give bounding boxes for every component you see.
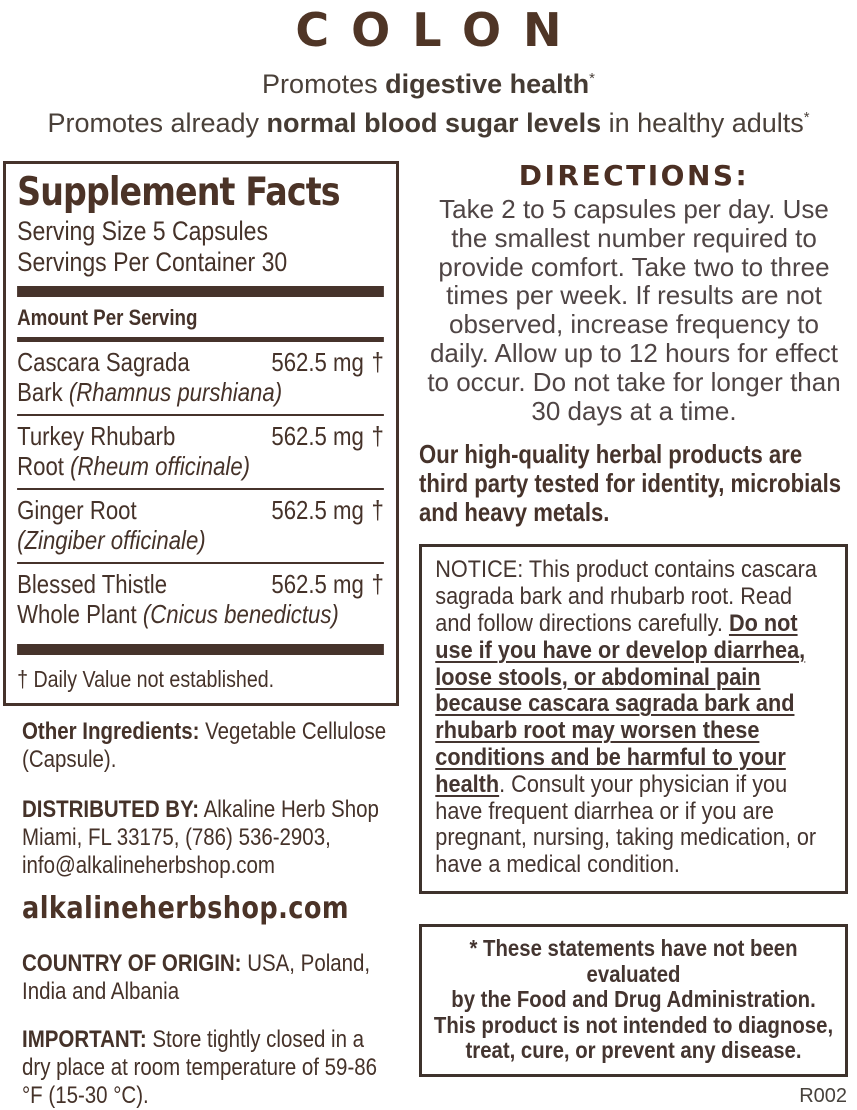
fda-disclaimer-text (422, 927, 845, 1074)
ingredient-row-blessed-thistle (17, 562, 384, 636)
label-header (0, 0, 857, 140)
country-of-origin (22, 950, 395, 1006)
directions-title: DIRECTIONS: (518, 159, 750, 192)
claim2-prefix: Promotes already (47, 108, 267, 138)
disclaimer-line: treat, cure, or prevent any disease. (465, 1037, 802, 1064)
latin-name: (Rheum officinale) (70, 451, 251, 481)
supplement-facts-panel (3, 161, 399, 706)
ingredient-row-turkey-rhubarb (17, 414, 384, 488)
other-ingredients-label: Other Ingredients: (22, 718, 200, 745)
ingredient-row-cascara-sagrada (17, 342, 384, 414)
disclaimer-line: This product is not intended to diagnose, (433, 1011, 834, 1038)
ingredient-name-cont: Root (17, 451, 71, 481)
ingredient-name-cont: Bark (17, 377, 69, 407)
daily-value-dagger: † (371, 569, 384, 599)
ingredient-amount (271, 569, 383, 599)
supplement-facts-title: Supplement Facts (17, 170, 340, 215)
notice-text (422, 547, 845, 891)
website-url: alkalineherbshop.com (22, 891, 349, 926)
latin-name: (Zingiber officinale) (17, 525, 206, 555)
claim1-bold: digestive health (385, 69, 590, 99)
latin-name: (Rhamnus purshiana) (68, 377, 283, 407)
claims (0, 62, 857, 140)
directions-body: Take 2 to 5 capsules per day. Use the smallest number required to provide comfort. Take two to three times per week. If results are not observed, increase frequency to daily. Allow up to 12 hours for effect to occur. Do not take for longer than 30 days at a time. (427, 194, 841, 426)
notice-warning-emphasis: Do not use if you have or develop diarrhea, loose stools, or abdominal pain because cascara sagrada bark and rhubarb root may worsen these conditions and be harmful to your health (435, 609, 806, 798)
notice-post: . Consult your physician if you have frequent diarrhea or if you are pregnant, nursing, taking medication, or have a medical condition. (435, 770, 817, 879)
disclaimer-line: * These statements have not been evaluated (469, 934, 798, 987)
serving-size: Serving Size 5 Capsules (17, 216, 269, 246)
daily-value-dagger: † (371, 347, 384, 377)
ingredient-row-ginger-root (17, 488, 384, 562)
ingredient-amount (271, 495, 383, 525)
right-column (419, 160, 849, 1108)
claim1-prefix: Promotes (262, 69, 386, 99)
claim-blood-sugar (0, 101, 857, 140)
product-title: COLON (295, 3, 584, 57)
storage-note (22, 1026, 395, 1110)
ingredient-name-cont: Whole Plant (17, 599, 143, 629)
claim2-suffix: in healthy adults (601, 108, 804, 138)
ingredient-amount (271, 421, 383, 451)
amount-value: 562.5 mg (271, 495, 364, 525)
amount-value: 562.5 mg (271, 421, 364, 451)
amount-value: 562.5 mg (271, 569, 364, 599)
country-of-origin-label: COUNTRY OF ORIGIN: (22, 950, 242, 977)
revision-code: R002 (799, 1084, 847, 1107)
distributed-line1 (22, 796, 395, 824)
disclaimer-line: by the Food and Drug Administration. (451, 986, 816, 1013)
country-of-origin-text: USA, Poland, India and Albania (22, 950, 371, 1005)
servings-per-container: Servings Per Container 30 (17, 247, 288, 277)
ingredient-name: Blessed Thistle (17, 569, 168, 599)
divider-thick (17, 644, 384, 655)
amount-per-serving-header: Amount Per Serving (17, 303, 384, 342)
divider-thick (17, 286, 384, 297)
fda-disclaimer-box (419, 924, 848, 1077)
ingredient-name: Cascara Sagrada (17, 347, 190, 377)
daily-value-dagger: † (371, 495, 384, 525)
notice-pre: NOTICE: This product contains cascara sagrada bark and rhubarb root. Read and follow directions carefully. (435, 556, 817, 637)
daily-value-footnote: † Daily Value not established. (17, 666, 275, 692)
quality-note: Our high-quality herbal products are third party tested for identity, microbials and heavy metals. (419, 439, 842, 528)
claim2-bold: normal blood sugar levels (266, 108, 602, 138)
distributed-by (22, 796, 395, 880)
claim2-asterisk: * (803, 110, 810, 126)
important-text: Store tightly closed in a dry place at room temperature of 59-86 °F (15-30 °C). (22, 1026, 378, 1109)
distributed-line2: Miami, FL 33175, (786) 536-2903, (22, 824, 331, 851)
ingredient-name: Turkey Rhubarb (17, 421, 176, 451)
claim-digestive-health (0, 62, 857, 101)
distributed-by-label: DISTRIBUTED BY: (22, 796, 200, 823)
ingredient-amount (271, 347, 383, 377)
ingredient-name: Ginger Root (17, 495, 137, 525)
important-label: IMPORTANT: (22, 1026, 147, 1053)
left-column (3, 161, 399, 1110)
claim1-asterisk: * (589, 71, 595, 87)
latin-name: (Cnicus benedictus) (142, 599, 339, 629)
daily-value-dagger: † (371, 421, 384, 451)
other-ingredients-text: Vegetable Cellulose (Capsule). (22, 718, 387, 773)
distributed-by-name: Alkaline Herb Shop (199, 796, 379, 823)
amount-value: 562.5 mg (271, 347, 364, 377)
distributed-line3: info@alkalineherbshop.com (22, 852, 275, 879)
other-ingredients (22, 718, 395, 774)
notice-box (419, 544, 848, 894)
